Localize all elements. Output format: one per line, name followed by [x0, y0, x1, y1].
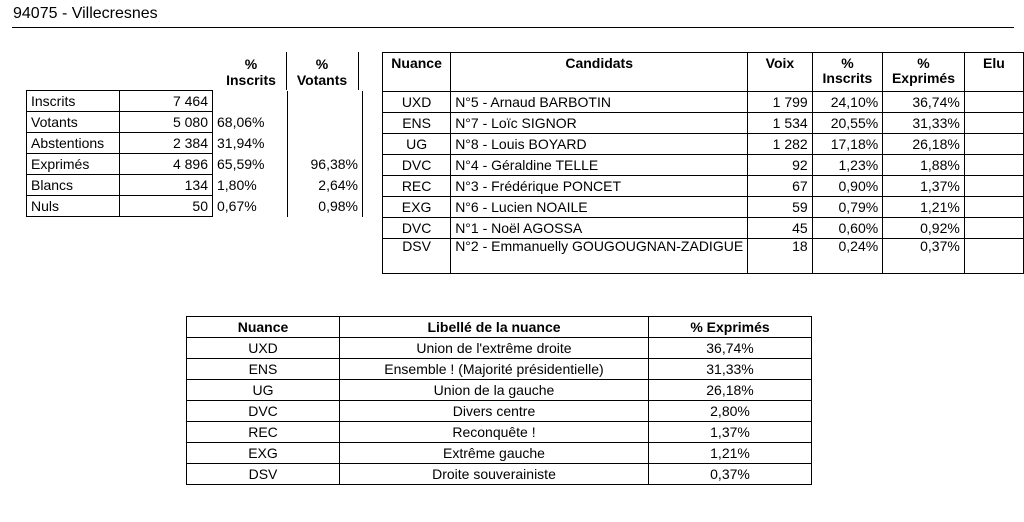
summary-pct-inscrits: 65,59%: [213, 154, 288, 175]
table-row: [383, 239, 1024, 274]
candidate-voix: 1 534: [748, 113, 813, 134]
summary-label: Nuls: [27, 196, 120, 217]
candidate-name: N°6 - Lucien NOAILE: [451, 197, 748, 218]
table-row: [27, 175, 363, 196]
candidate-nuance: REC: [383, 176, 451, 197]
nuance-pct-exprimes: 36,74%: [649, 338, 812, 359]
candidate-nuance: ENS: [383, 113, 451, 134]
candidate-pct-exprimes: 26,18%: [883, 134, 965, 155]
summary-label: Exprimés: [27, 154, 120, 175]
table-row: [187, 359, 812, 380]
table-row: [187, 443, 812, 464]
table-row: [383, 113, 1024, 134]
candidate-pct-inscrits: 0,90%: [812, 176, 882, 197]
summary-value: 2 384: [120, 133, 213, 154]
candidate-pct-exprimes: 1,88%: [883, 155, 965, 176]
candidates-header-row: [383, 53, 1024, 92]
summary-label: Blancs: [27, 175, 120, 196]
summary-pct-votants: [288, 133, 363, 154]
candidate-nuance: EXG: [383, 197, 451, 218]
candidate-voix: 45: [748, 218, 813, 239]
candidate-name: N°4 - Géraldine TELLE: [451, 155, 748, 176]
summary-pct-votants: 0,98%: [288, 196, 363, 217]
summary-header-divider: [358, 52, 359, 90]
summary-value: 134: [120, 175, 213, 196]
nuance-libelle: Reconquête !: [340, 422, 649, 443]
nuance-code: EXG: [187, 443, 340, 464]
nuance-libelle: Union de la gauche: [340, 380, 649, 401]
summary-pct-votants: [288, 112, 363, 133]
nuance-libelle: Droite souverainiste: [340, 464, 649, 485]
candidate-pct-exprimes: 36,74%: [883, 92, 965, 113]
nuance-code: DSV: [187, 464, 340, 485]
table-row: [383, 218, 1024, 239]
nuance-pct-exprimes: 26,18%: [649, 380, 812, 401]
table-row: [187, 380, 812, 401]
candidate-pct-inscrits: 0,79%: [812, 197, 882, 218]
nuance-libelle: Union de l'extrême droite: [340, 338, 649, 359]
nuance-pct-exprimes: 31,33%: [649, 359, 812, 380]
candidate-elu: [964, 92, 1023, 113]
summary-value: 7 464: [120, 91, 213, 112]
col-header-nuance: Nuance: [383, 53, 451, 92]
page-title: 94075 - Villecresnes: [13, 5, 158, 22]
candidate-nuance: DVC: [383, 155, 451, 176]
nuances-table: [186, 316, 812, 485]
nuance-code: ENS: [187, 359, 340, 380]
candidate-pct-exprimes: 0,37%: [883, 239, 965, 274]
nuance-libelle: Ensemble ! (Majorité présidentielle): [340, 359, 649, 380]
col-header-voix: Voix: [748, 53, 813, 92]
col-header-elu: Elu: [964, 53, 1023, 92]
candidate-pct-inscrits: 17,18%: [812, 134, 882, 155]
nuance-libelle: Extrême gauche: [340, 443, 649, 464]
table-row: [27, 133, 363, 154]
candidate-pct-inscrits: 20,55%: [812, 113, 882, 134]
col-header-nuance: Nuance: [187, 317, 340, 338]
candidate-name: N°8 - Louis BOYARD: [451, 134, 748, 155]
summary-pct-votants: 2,64%: [288, 175, 363, 196]
candidate-name: N°3 - Frédérique PONCET: [451, 176, 748, 197]
nuance-code: DVC: [187, 401, 340, 422]
candidate-pct-exprimes: 1,21%: [883, 197, 965, 218]
nuance-pct-exprimes: 0,37%: [649, 464, 812, 485]
nuance-code: UXD: [187, 338, 340, 359]
summary-value: 50: [120, 196, 213, 217]
summary-pct-inscrits: 0,67%: [213, 196, 288, 217]
nuance-code: REC: [187, 422, 340, 443]
summary-pct-inscrits: 68,06%: [213, 112, 288, 133]
summary-pct-inscrits: 31,94%: [213, 133, 288, 154]
candidate-pct-inscrits: 0,24%: [812, 239, 882, 274]
nuance-pct-exprimes: 2,80%: [649, 401, 812, 422]
candidate-voix: 59: [748, 197, 813, 218]
summary-label: Votants: [27, 112, 120, 133]
nuances-header-row: [187, 317, 812, 338]
summary-table: [26, 90, 363, 217]
table-row: [27, 154, 363, 175]
nuance-libelle: Divers centre: [340, 401, 649, 422]
nuance-pct-exprimes: 1,21%: [649, 443, 812, 464]
candidate-elu: [964, 155, 1023, 176]
summary-label: Inscrits: [27, 91, 120, 112]
summary-header-pct-inscrits: % Inscrits: [226, 56, 276, 88]
table-row: [27, 112, 363, 133]
title-divider: [12, 27, 1014, 28]
candidates-table: [382, 52, 1024, 274]
candidate-nuance: DSV: [383, 239, 451, 274]
nuance-code: UG: [187, 380, 340, 401]
candidate-pct-inscrits: 1,23%: [812, 155, 882, 176]
col-header-pct-exprimes: % Exprimés: [649, 317, 812, 338]
candidate-voix: 1 799: [748, 92, 813, 113]
summary-pct-votants: 96,38%: [288, 154, 363, 175]
summary-header-divider: [286, 52, 287, 90]
table-row: [187, 422, 812, 443]
col-header-pct-exprimes: % Exprimés: [883, 53, 965, 92]
candidate-elu: [964, 197, 1023, 218]
candidate-elu: [964, 134, 1023, 155]
candidate-elu: [964, 113, 1023, 134]
candidate-nuance: UG: [383, 134, 451, 155]
table-row: [187, 464, 812, 485]
summary-label: Abstentions: [27, 133, 120, 154]
candidate-name: N°1 - Noël AGOSSA: [451, 218, 748, 239]
col-header-libelle: Libellé de la nuance: [340, 317, 649, 338]
table-row: [187, 338, 812, 359]
summary-pct-inscrits: 1,80%: [213, 175, 288, 196]
col-header-candidats: Candidats: [451, 53, 748, 92]
table-row: [27, 196, 363, 217]
candidate-voix: 18: [748, 239, 813, 274]
candidate-elu: [964, 176, 1023, 197]
candidate-pct-inscrits: 0,60%: [812, 218, 882, 239]
candidate-name: N°7 - Loïc SIGNOR: [451, 113, 748, 134]
candidate-nuance: UXD: [383, 92, 451, 113]
candidate-voix: 92: [748, 155, 813, 176]
candidate-name: N°5 - Arnaud BARBOTIN: [451, 92, 748, 113]
table-row: [383, 155, 1024, 176]
candidate-pct-inscrits: 24,10%: [812, 92, 882, 113]
candidate-nuance: DVC: [383, 218, 451, 239]
candidate-pct-exprimes: 31,33%: [883, 113, 965, 134]
candidate-voix: 67: [748, 176, 813, 197]
summary-value: 4 896: [120, 154, 213, 175]
candidate-elu: [964, 218, 1023, 239]
table-row: [27, 91, 363, 112]
candidate-voix: 1 282: [748, 134, 813, 155]
col-header-pct-inscrits: % Inscrits: [812, 53, 882, 92]
candidate-elu: [964, 239, 1023, 274]
table-row: [383, 134, 1024, 155]
table-row: [383, 92, 1024, 113]
summary-pct-inscrits: [213, 91, 288, 112]
candidate-pct-exprimes: 1,37%: [883, 176, 965, 197]
nuance-pct-exprimes: 1,37%: [649, 422, 812, 443]
summary-pct-votants: [288, 91, 363, 112]
summary-value: 5 080: [120, 112, 213, 133]
table-row: [383, 197, 1024, 218]
candidate-name: N°2 - Emmanuelly GOUGOUGNAN-ZADIGUE: [451, 239, 748, 274]
summary-header-pct-votants: % Votants: [296, 56, 348, 88]
table-row: [383, 176, 1024, 197]
table-row: [187, 401, 812, 422]
candidate-pct-exprimes: 0,92%: [883, 218, 965, 239]
